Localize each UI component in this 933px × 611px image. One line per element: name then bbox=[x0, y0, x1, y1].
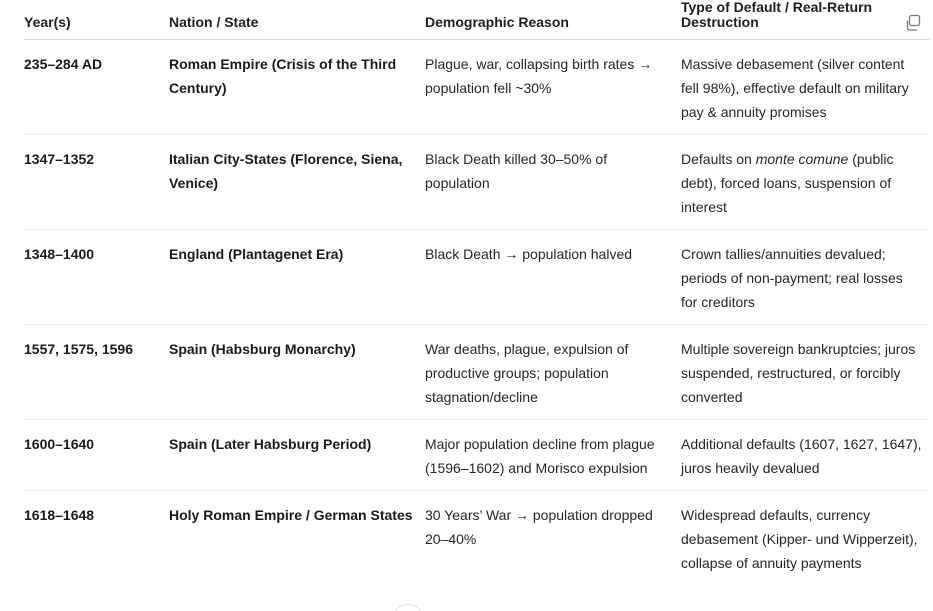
table-row bbox=[24, 420, 930, 491]
header-default-type: Type of Default / Real-Return Destruction bbox=[681, 0, 930, 40]
cell-default-type bbox=[681, 491, 930, 586]
header-years: Year(s) bbox=[24, 0, 169, 40]
default-text: Additional defaults (1607, 1627, 1647), juros heavily devalued bbox=[681, 436, 922, 476]
cell-nation: England (Plantagenet Era) bbox=[169, 230, 425, 325]
table-header bbox=[24, 0, 930, 40]
cell-reason: Black Death → population halved bbox=[425, 230, 681, 325]
table-row bbox=[24, 135, 930, 230]
cell-default-type bbox=[681, 40, 930, 135]
copy-table-button[interactable] bbox=[904, 14, 922, 32]
cell-default-type bbox=[681, 135, 930, 230]
cell-year: 235–284 AD bbox=[24, 40, 169, 135]
default-text: Defaults on bbox=[681, 151, 756, 167]
cell-nation: Spain (Habsburg Monarchy) bbox=[169, 325, 425, 420]
default-text-emphasis: monte comune bbox=[755, 151, 849, 167]
cell-nation: Holy Roman Empire / German States bbox=[169, 507, 413, 523]
default-history-table bbox=[24, 0, 930, 585]
header-nation: Nation / State bbox=[169, 0, 425, 40]
cell-default-type bbox=[681, 230, 930, 325]
cell-nation: Spain (Later Habsburg Period) bbox=[169, 420, 425, 491]
table-row bbox=[24, 491, 930, 586]
default-text: Massive debasement (silver content fell 98%), effective default on military pay & annuity promises bbox=[681, 56, 909, 120]
default-text: Multiple sovereign bankruptcies; juros suspended, restructured, or forcibly converted bbox=[681, 341, 916, 405]
cell-reason: War deaths, plague, expulsion of productive groups; population stagnation/decline bbox=[425, 325, 681, 420]
cell-nation: Roman Empire (Crisis of the Third Century) bbox=[169, 40, 425, 135]
table-row bbox=[24, 230, 930, 325]
cell-year: 1618–1648 bbox=[24, 507, 95, 523]
cell-year: 1557, 1575, 1596 bbox=[24, 325, 169, 420]
cell-nation: Italian City-States (Florence, Siena, Venice) bbox=[169, 135, 425, 230]
cell-reason: 30 Years’ War → population dropped 20–40% bbox=[425, 507, 653, 547]
default-text: Widespread defaults, currency debasement (Kipper- und Wipperzeit), collapse of annuity payments bbox=[681, 507, 918, 571]
table-header-row bbox=[24, 0, 930, 40]
cell-reason: Black Death killed 30–50% of population bbox=[425, 135, 681, 230]
cell-reason: Major population decline from plague (1596–1602) and Morisco expulsion bbox=[425, 420, 681, 491]
cell-year: 1600–1640 bbox=[24, 420, 169, 491]
default-text-rest: (public debt), forced loans, suspension of interest bbox=[681, 151, 894, 215]
header-demographic-reason: Demographic Reason bbox=[425, 0, 681, 40]
scroll-down-button[interactable] bbox=[392, 604, 424, 611]
table-body bbox=[24, 40, 930, 586]
cell-reason: Plague, war, collapsing birth rates → population fell ~30% bbox=[425, 40, 681, 135]
default-text: Crown tallies/annuities devalued; periods of non-payment; real losses for creditors bbox=[681, 246, 903, 310]
table-row bbox=[24, 40, 930, 135]
cell-default-type bbox=[681, 325, 930, 420]
default-history-table-container bbox=[24, 0, 930, 585]
copy-icon bbox=[904, 14, 922, 32]
cell-default-type bbox=[681, 420, 930, 491]
table-row bbox=[24, 325, 930, 420]
cell-year: 1347–1352 bbox=[24, 135, 169, 230]
cell-year: 1348–1400 bbox=[24, 230, 169, 325]
